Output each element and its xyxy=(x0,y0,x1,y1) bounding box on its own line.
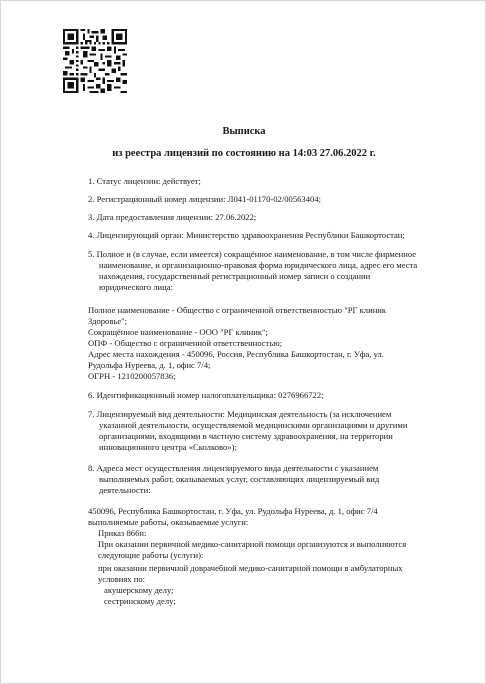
item-5-line-1: 5. Полное и (в случае, если имеется) сокращённое наименование, в том числе фирменное xyxy=(88,249,417,259)
org-ogrn: ОГРН - 1210200057836; xyxy=(88,371,176,381)
site-pmsp-line-2: следующие работы (услуги): xyxy=(98,550,204,560)
item-4: 4. Лицензирующий орган: Министерство здравоохранения Республики Башкортостан; xyxy=(88,230,405,240)
item-7-line-4: инновационного центра «Сколково»); xyxy=(99,442,237,452)
item-2: 2. Регистрационный номер лицензии: Л041-01170-02/00563404; xyxy=(88,194,322,204)
item-5-line-2: наименование, и организационно-правовая форма юридического лица, адрес его места xyxy=(99,260,418,270)
site-works-heading: выполняемые работы, оказываемые услуги: xyxy=(88,517,249,527)
item-8-line-3: деятельности: xyxy=(99,485,151,495)
site-dovr-line-2: условиях по: xyxy=(98,574,146,584)
qr-code-icon xyxy=(63,29,127,93)
item-8-line-1: 8. Адреса мест осуществления лицензируемого вида деятельности с указанием xyxy=(88,463,379,473)
item-6: 6. Идентификационный номер налогоплательщика: 0276966722; xyxy=(88,390,324,400)
org-full-name-line-1: Полное наименование - Общество с ограниченной ответственностью "РГ клиник xyxy=(88,305,387,315)
site-order: Приказ 866н: xyxy=(98,528,147,538)
org-address-line-2: Рудольфа Нуреева, д. 1, офис 7/4; xyxy=(88,360,211,370)
site-address: 450096, Республика Башкортостан, г. Уфа, ул. Рудольфа Нуреева, д. 1, офис 7/4 xyxy=(88,506,378,516)
item-7-line-3: организациями, входящими в частную систему здравоохранения, на территории xyxy=(99,431,393,441)
item-1: 1. Статус лицензии: действует; xyxy=(88,176,201,186)
org-opf: ОПФ - Общество с ограниченной ответственностью; xyxy=(88,338,283,348)
site-pmsp-line-1: При оказании первичной медико-санитарной помощи организуются и выполняются xyxy=(98,539,407,549)
item-3: 3. Дата предоставления лицензии: 27.06.2022; xyxy=(88,212,257,222)
item-7-line-2: указанной деятельности, осуществляемой медицинскими организациями и другими xyxy=(99,420,408,430)
org-address-line-1: Адрес места нахождения - 450096, Россия, Республика Башкортостан, г. Уфа, ул. xyxy=(88,349,384,359)
item-5-line-4: юридического лица: xyxy=(99,282,173,292)
item-7-line-1: 7. Лицензируемый вид деятельности: Медицинская деятельность (за исключением xyxy=(88,409,392,419)
item-8-line-2: выполняемых работ, оказываемых услуг, составляющих лицензируемый вид xyxy=(99,474,380,484)
service-item: акушерскому делу; xyxy=(104,585,174,595)
service-item: сестринскому делу; xyxy=(104,596,176,606)
org-full-name-line-2: Здоровье"; xyxy=(88,316,128,326)
item-5-line-3: нахождения, государственный регистрационный номер записи о создании xyxy=(99,271,371,281)
document-title: Выписка xyxy=(222,126,266,137)
document-subtitle: из реестра лицензий по состоянию на 14:03 27.06.2022 г. xyxy=(112,148,376,159)
org-short-name: Сокращённое наименование - ООО "РГ клиник"; xyxy=(88,327,268,337)
site-dovr-line-1: при оказании первичной доврачебной медико-санитарной помощи в амбулаторных xyxy=(98,563,403,573)
